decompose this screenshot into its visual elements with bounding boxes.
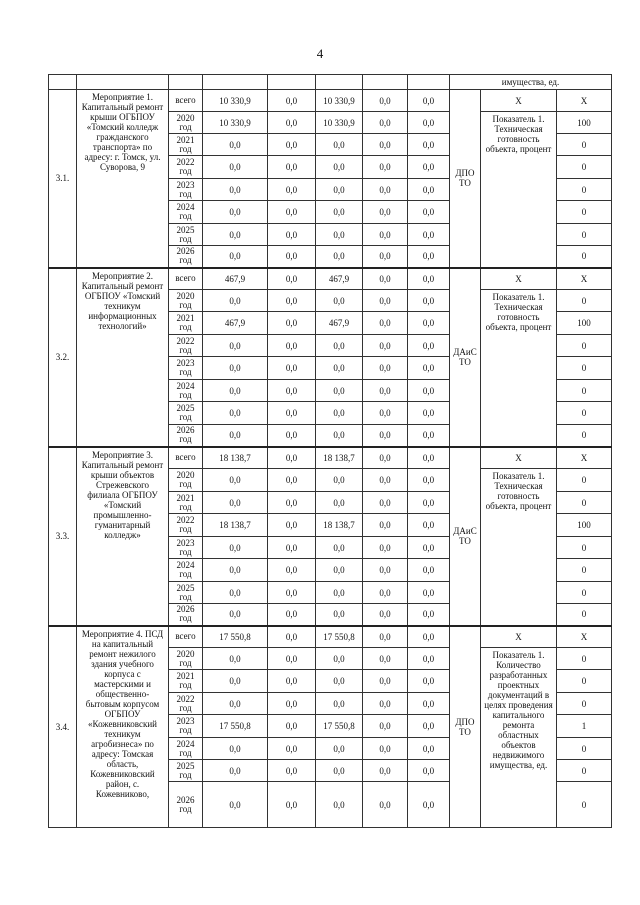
indicator-value: 0 [557, 604, 612, 626]
value-federal: 0,0 [268, 380, 316, 402]
value-federal: 0,0 [268, 469, 316, 492]
value-local: 0,0 [363, 693, 408, 715]
year-cell: 2024 год [169, 201, 203, 224]
value-federal: 0,0 [268, 559, 316, 582]
value-total: 0,0 [203, 670, 268, 693]
value-federal: 0,0 [268, 156, 316, 179]
value-total: 0,0 [203, 224, 268, 246]
value-federal: 0,0 [268, 626, 316, 648]
value-regional: 0,0 [316, 582, 363, 604]
value-other: 0,0 [408, 357, 450, 380]
indicator-value: 0 [557, 693, 612, 715]
year-cell: 2023 год [169, 537, 203, 559]
value-local: 0,0 [363, 156, 408, 179]
value-local: 0,0 [363, 648, 408, 670]
value-federal: 0,0 [268, 112, 316, 134]
value-regional: 0,0 [316, 760, 363, 782]
value-federal: 0,0 [268, 246, 316, 268]
year-cell: 2022 год [169, 514, 203, 537]
indicator-value: 0 [557, 246, 612, 268]
value-other: 0,0 [408, 312, 450, 335]
event-description: Мероприятие 4. ПСД на капитальный ремонт нежилого здания учебного корпуса с мастерскими и общественно-бытовым корпусом ОГБПОУ «Кожевниковский техникум агробизнеса» по адресу: Томская область, Кожевниковский район, с. Кожевниково, [77, 626, 169, 828]
value-local: 0,0 [363, 402, 408, 425]
value-federal: 0,0 [268, 582, 316, 604]
value-local: 0,0 [363, 738, 408, 760]
value-federal: 0,0 [268, 312, 316, 335]
value-federal: 0,0 [268, 760, 316, 782]
value-total: 0,0 [203, 492, 268, 514]
responsible-executor: ДПО ТО [450, 626, 481, 828]
value-federal: 0,0 [268, 604, 316, 626]
value-federal: 0,0 [268, 402, 316, 425]
year-cell: 2024 год [169, 380, 203, 402]
year-cell: 2023 год [169, 357, 203, 380]
value-other: 0,0 [408, 782, 450, 828]
indicator-value: 100 [557, 112, 612, 134]
year-cell: 2022 год [169, 156, 203, 179]
value-local: 0,0 [363, 246, 408, 268]
value-total: 0,0 [203, 738, 268, 760]
indicator-x: Х [481, 268, 557, 290]
value-total: 10 330,9 [203, 90, 268, 112]
value-local: 0,0 [363, 604, 408, 626]
indicator-value: Х [557, 626, 612, 648]
value-federal: 0,0 [268, 715, 316, 738]
indicator-value: 0 [557, 760, 612, 782]
value-total: 0,0 [203, 290, 268, 312]
section-number: 3.2. [49, 268, 77, 447]
section-total-row [49, 90, 612, 112]
value-local: 0,0 [363, 425, 408, 447]
value-total: 0,0 [203, 156, 268, 179]
value-regional: 0,0 [316, 179, 363, 201]
indicator-value: 0 [557, 201, 612, 224]
year-cell: 2023 год [169, 715, 203, 738]
value-regional: 0,0 [316, 134, 363, 156]
year-cell: 2020 год [169, 469, 203, 492]
value-total: 0,0 [203, 559, 268, 582]
year-cell: 2025 год [169, 224, 203, 246]
value-total: 0,0 [203, 604, 268, 626]
value-total: 10 330,9 [203, 112, 268, 134]
indicator-value: 0 [557, 224, 612, 246]
page-number: 4 [316, 46, 324, 61]
value-federal: 0,0 [268, 670, 316, 693]
value-other: 0,0 [408, 246, 450, 268]
year-cell: 2021 год [169, 134, 203, 156]
value-federal: 0,0 [268, 268, 316, 290]
indicator-value: 0 [557, 670, 612, 693]
value-regional: 18 138,7 [316, 514, 363, 537]
indicator-value: 0 [557, 469, 612, 492]
indicator-x: Х [481, 447, 557, 469]
event-description: Мероприятие 1. Капитальный ремонт крыши ОГБПОУ «Томский колледж гражданского транспорта» по адресу: г. Томск, ул. Суворова, 9 [77, 90, 169, 268]
value-other: 0,0 [408, 447, 450, 469]
value-regional: 0,0 [316, 380, 363, 402]
year-cell: всего [169, 626, 203, 648]
value-regional: 18 138,7 [316, 447, 363, 469]
value-other: 0,0 [408, 469, 450, 492]
value-other: 0,0 [408, 738, 450, 760]
value-regional: 0,0 [316, 559, 363, 582]
value-federal: 0,0 [268, 648, 316, 670]
year-cell: 2025 год [169, 582, 203, 604]
value-regional: 10 330,9 [316, 90, 363, 112]
value-federal: 0,0 [268, 357, 316, 380]
value-total: 0,0 [203, 357, 268, 380]
indicator-value: 100 [557, 514, 612, 537]
value-other: 0,0 [408, 537, 450, 559]
value-local: 0,0 [363, 447, 408, 469]
indicator-value: 0 [557, 290, 612, 312]
value-regional: 467,9 [316, 268, 363, 290]
value-total: 0,0 [203, 402, 268, 425]
value-federal: 0,0 [268, 447, 316, 469]
indicator-value: Х [557, 268, 612, 290]
indicator-value: 0 [557, 648, 612, 670]
section-number: 3.1. [49, 90, 77, 268]
indicator-value: 0 [557, 738, 612, 760]
responsible-executor: ДПО ТО [450, 90, 481, 268]
year-cell: 2024 год [169, 738, 203, 760]
year-cell: 2026 год [169, 604, 203, 626]
year-cell: 2020 год [169, 290, 203, 312]
section-number: 3.4. [49, 626, 77, 828]
continuation-row [49, 75, 612, 90]
indicator-value: 0 [557, 380, 612, 402]
value-total: 17 550,8 [203, 715, 268, 738]
value-local: 0,0 [363, 715, 408, 738]
value-regional: 0,0 [316, 648, 363, 670]
value-local: 0,0 [363, 290, 408, 312]
value-other: 0,0 [408, 670, 450, 693]
value-total: 0,0 [203, 760, 268, 782]
value-total: 18 138,7 [203, 447, 268, 469]
indicator-value: 0 [557, 582, 612, 604]
responsible-executor: ДАиС ТО [450, 447, 481, 626]
value-other: 0,0 [408, 290, 450, 312]
value-federal: 0,0 [268, 693, 316, 715]
value-local: 0,0 [363, 380, 408, 402]
value-local: 0,0 [363, 112, 408, 134]
year-cell: 2022 год [169, 693, 203, 715]
indicator-value: 1 [557, 715, 612, 738]
year-cell: 2025 год [169, 760, 203, 782]
value-regional: 0,0 [316, 782, 363, 828]
value-local: 0,0 [363, 312, 408, 335]
value-regional: 0,0 [316, 604, 363, 626]
value-local: 0,0 [363, 492, 408, 514]
value-local: 0,0 [363, 514, 408, 537]
indicator-name: Показатель 1. Техническая готовность объекта, процент [481, 469, 557, 626]
value-regional: 0,0 [316, 402, 363, 425]
value-federal: 0,0 [268, 514, 316, 537]
year-cell: 2020 год [169, 112, 203, 134]
indicator-value: 0 [557, 335, 612, 357]
value-other: 0,0 [408, 268, 450, 290]
value-total: 0,0 [203, 582, 268, 604]
value-total: 0,0 [203, 648, 268, 670]
value-other: 0,0 [408, 201, 450, 224]
value-total: 17 550,8 [203, 626, 268, 648]
value-total: 0,0 [203, 179, 268, 201]
indicator-value: 100 [557, 312, 612, 335]
value-local: 0,0 [363, 782, 408, 828]
value-regional: 0,0 [316, 670, 363, 693]
value-local: 0,0 [363, 537, 408, 559]
indicator-value: Х [557, 447, 612, 469]
value-other: 0,0 [408, 514, 450, 537]
value-total: 0,0 [203, 782, 268, 828]
year-cell: 2026 год [169, 782, 203, 828]
indicator-value: 0 [557, 492, 612, 514]
section-total-row [49, 626, 612, 648]
value-regional: 0,0 [316, 335, 363, 357]
section-number: 3.3. [49, 447, 77, 626]
value-local: 0,0 [363, 469, 408, 492]
value-regional: 0,0 [316, 738, 363, 760]
value-total: 18 138,7 [203, 514, 268, 537]
section-total-row [49, 268, 612, 290]
value-total: 0,0 [203, 380, 268, 402]
indicator-value: 0 [557, 537, 612, 559]
value-federal: 0,0 [268, 782, 316, 828]
value-total: 0,0 [203, 134, 268, 156]
value-federal: 0,0 [268, 201, 316, 224]
responsible-executor: ДАиС ТО [450, 268, 481, 447]
event-description: Мероприятие 2. Капитальный ремонт ОГБПОУ «Томский техникум информационных технологий» [77, 268, 169, 447]
year-cell: 2026 год [169, 246, 203, 268]
value-regional: 17 550,8 [316, 626, 363, 648]
value-regional: 0,0 [316, 201, 363, 224]
indicator-x: Х [481, 90, 557, 112]
value-other: 0,0 [408, 626, 450, 648]
year-cell: 2025 год [169, 402, 203, 425]
year-cell: 2021 год [169, 492, 203, 514]
indicator-value: 0 [557, 425, 612, 447]
value-total: 0,0 [203, 246, 268, 268]
year-cell: 2022 год [169, 335, 203, 357]
value-other: 0,0 [408, 715, 450, 738]
indicator-value: 0 [557, 179, 612, 201]
value-regional: 0,0 [316, 492, 363, 514]
value-other: 0,0 [408, 648, 450, 670]
value-federal: 0,0 [268, 179, 316, 201]
value-federal: 0,0 [268, 290, 316, 312]
value-total: 0,0 [203, 693, 268, 715]
value-other: 0,0 [408, 134, 450, 156]
indicator-x: Х [481, 626, 557, 648]
value-local: 0,0 [363, 90, 408, 112]
value-regional: 0,0 [316, 246, 363, 268]
value-other: 0,0 [408, 760, 450, 782]
value-regional: 10 330,9 [316, 112, 363, 134]
value-total: 467,9 [203, 312, 268, 335]
value-local: 0,0 [363, 357, 408, 380]
year-cell: всего [169, 90, 203, 112]
indicator-name: Показатель 1. Количество разработанных проектных документаций в целях проведения капитального ремонта областных объектов недвижимого имущества, ед. [481, 648, 557, 828]
value-local: 0,0 [363, 626, 408, 648]
indicator-value: 0 [557, 782, 612, 828]
value-federal: 0,0 [268, 90, 316, 112]
year-cell: 2026 год [169, 425, 203, 447]
value-other: 0,0 [408, 335, 450, 357]
value-total: 0,0 [203, 469, 268, 492]
value-regional: 0,0 [316, 290, 363, 312]
value-other: 0,0 [408, 559, 450, 582]
value-regional: 0,0 [316, 357, 363, 380]
value-other: 0,0 [408, 112, 450, 134]
indicator-name: Показатель 1. Техническая готовность объекта, процент [481, 112, 557, 268]
value-local: 0,0 [363, 224, 408, 246]
value-total: 0,0 [203, 537, 268, 559]
value-regional: 0,0 [316, 693, 363, 715]
year-cell: всего [169, 447, 203, 469]
year-cell: 2021 год [169, 670, 203, 693]
value-regional: 0,0 [316, 537, 363, 559]
value-local: 0,0 [363, 134, 408, 156]
indicator-value: 0 [557, 357, 612, 380]
value-total: 467,9 [203, 268, 268, 290]
value-total: 0,0 [203, 201, 268, 224]
value-regional: 17 550,8 [316, 715, 363, 738]
value-other: 0,0 [408, 693, 450, 715]
value-local: 0,0 [363, 335, 408, 357]
value-local: 0,0 [363, 201, 408, 224]
value-other: 0,0 [408, 224, 450, 246]
value-other: 0,0 [408, 582, 450, 604]
value-other: 0,0 [408, 156, 450, 179]
value-federal: 0,0 [268, 335, 316, 357]
year-cell: 2021 год [169, 312, 203, 335]
value-regional: 467,9 [316, 312, 363, 335]
value-other: 0,0 [408, 380, 450, 402]
value-local: 0,0 [363, 670, 408, 693]
value-local: 0,0 [363, 268, 408, 290]
value-local: 0,0 [363, 559, 408, 582]
value-regional: 0,0 [316, 224, 363, 246]
indicator-name: Показатель 1. Техническая готовность объекта, процент [481, 290, 557, 447]
event-description: Мероприятие 3. Капитальный ремонт крыши объектов Стрежевского филиала ОГБПОУ «Томский промышленно-гуманитарный колледж» [77, 447, 169, 626]
value-other: 0,0 [408, 90, 450, 112]
continuation-indicator: имущества, ед. [450, 75, 612, 90]
value-total: 0,0 [203, 335, 268, 357]
program-table [48, 74, 612, 828]
year-cell: 2023 год [169, 179, 203, 201]
value-federal: 0,0 [268, 492, 316, 514]
value-regional: 0,0 [316, 469, 363, 492]
indicator-value: 0 [557, 402, 612, 425]
indicator-value: 0 [557, 134, 612, 156]
value-other: 0,0 [408, 402, 450, 425]
value-other: 0,0 [408, 425, 450, 447]
value-federal: 0,0 [268, 425, 316, 447]
year-cell: 2024 год [169, 559, 203, 582]
value-federal: 0,0 [268, 134, 316, 156]
value-regional: 0,0 [316, 425, 363, 447]
value-federal: 0,0 [268, 224, 316, 246]
value-other: 0,0 [408, 604, 450, 626]
value-local: 0,0 [363, 760, 408, 782]
value-regional: 0,0 [316, 156, 363, 179]
value-federal: 0,0 [268, 738, 316, 760]
value-local: 0,0 [363, 179, 408, 201]
section-total-row [49, 447, 612, 469]
year-cell: 2020 год [169, 648, 203, 670]
year-cell: всего [169, 268, 203, 290]
indicator-value: Х [557, 90, 612, 112]
value-other: 0,0 [408, 179, 450, 201]
value-other: 0,0 [408, 492, 450, 514]
indicator-value: 0 [557, 156, 612, 179]
value-total: 0,0 [203, 425, 268, 447]
value-local: 0,0 [363, 582, 408, 604]
indicator-value: 0 [557, 559, 612, 582]
value-federal: 0,0 [268, 537, 316, 559]
